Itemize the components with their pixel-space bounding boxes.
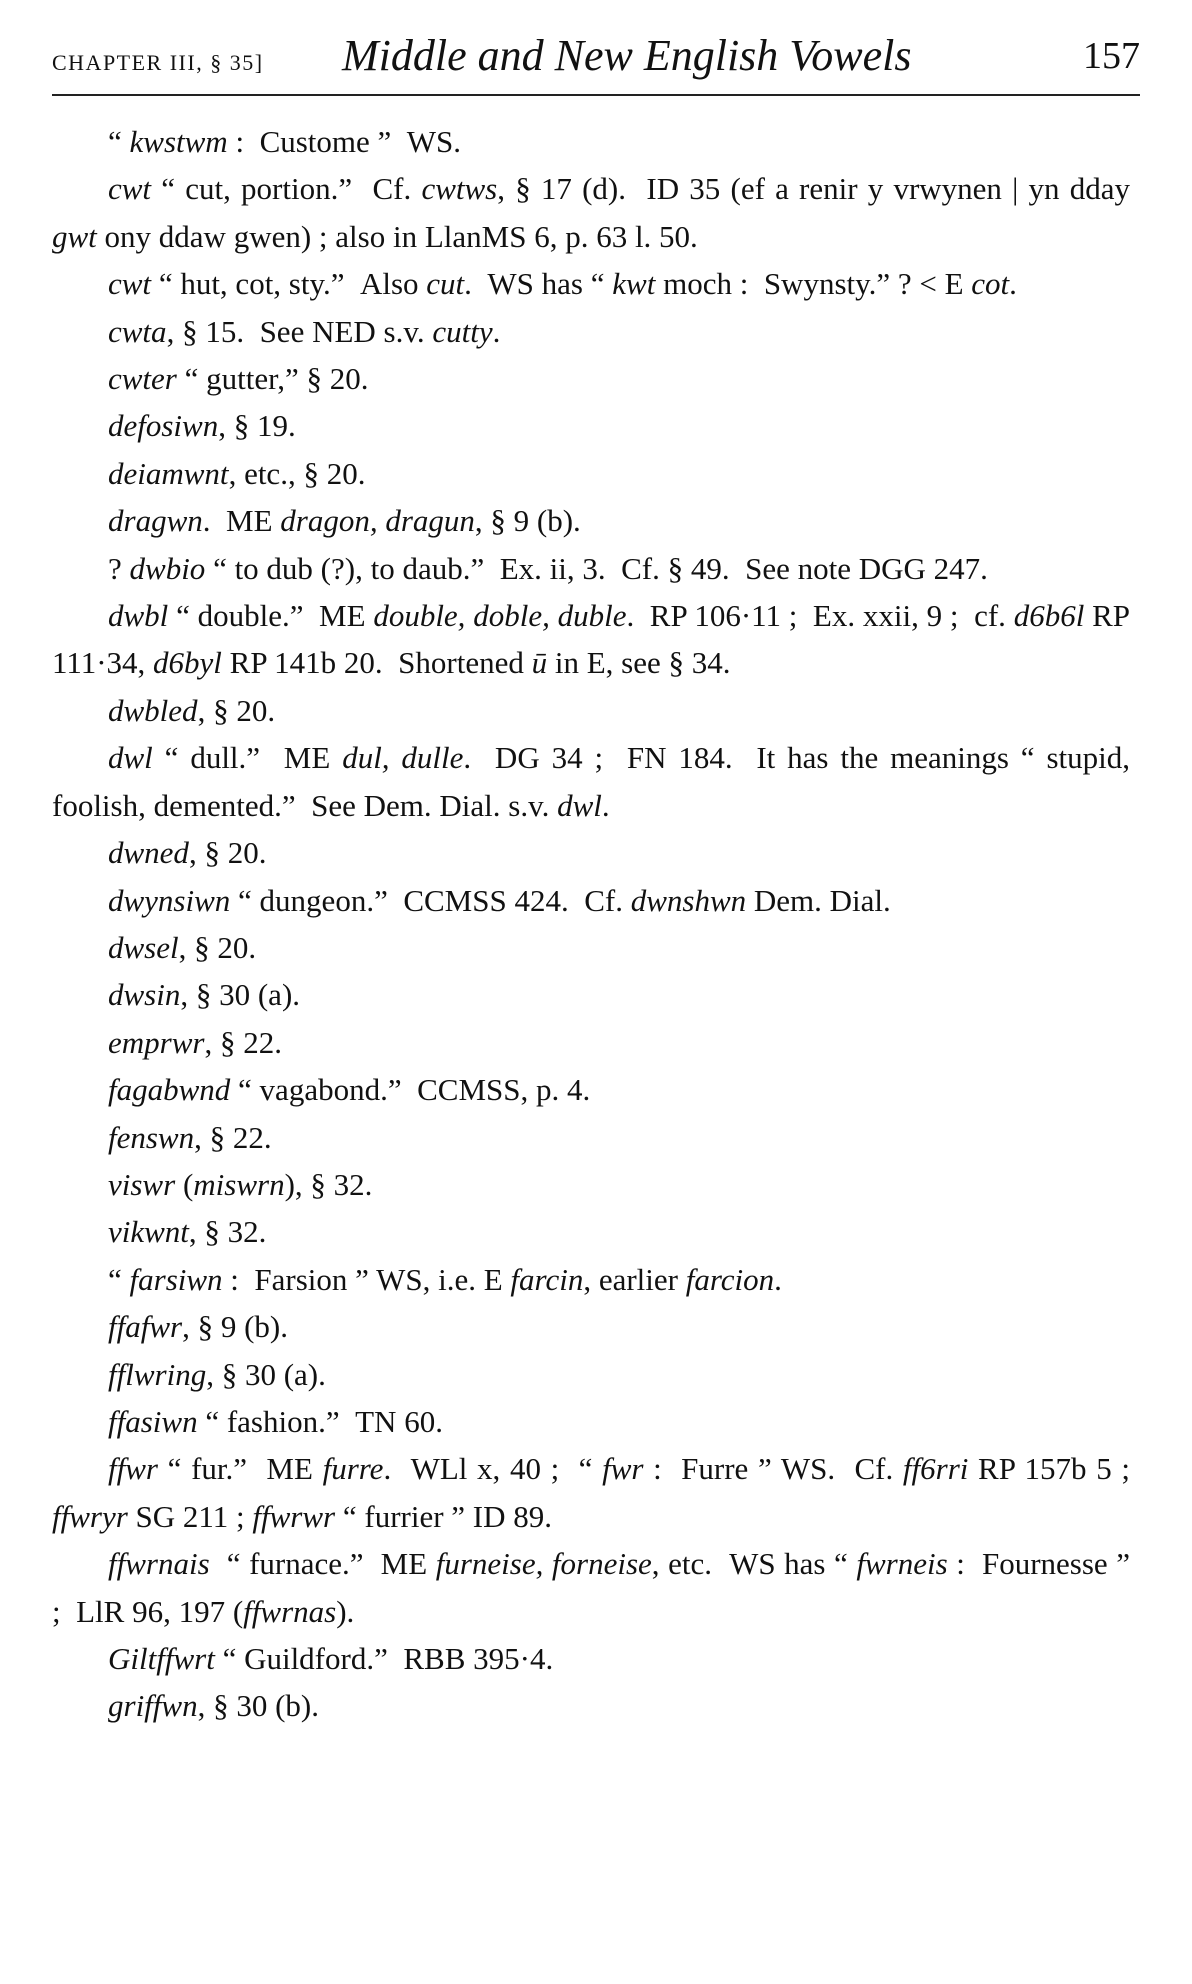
glossary-entry: ffafwr, § 9 (b). — [108, 1309, 288, 1345]
glossary-entry: ffwrnais “ furnace.” ME furneise, forneise, etc. WS has “ fwrneis : Fournesse ” ; LlR 96, 197 (ffwrnas). — [52, 1546, 1130, 1629]
glossary-entry: Giltffwrt “ Guildford.” RBB 395·4. — [108, 1641, 554, 1676]
header-rule — [52, 94, 1140, 96]
glossary-entry: “ kwstwm : Custome ” WS. — [108, 124, 462, 159]
glossary-entry: dwbled, § 20. — [108, 692, 276, 728]
glossary-entry: dwsel, § 20. — [108, 929, 257, 965]
glossary-entry: fagabwnd “ vagabond.” CCMSS, p. 4. — [108, 1072, 591, 1108]
glossary-entry: cwt “ hut, cot, sty.” Also cut. WS has “ kwt moch : Swynsty.” ? < E cot. — [108, 266, 1017, 302]
glossary-entry: cwt “ cut, portion.” Cf. cwtws, § 17 (d). ID 35 (ef a renir y vrwynen | yn dday gwt ony ddaw gwen) ; also in LlanMS 6, p. 63 l. 50. — [52, 171, 1130, 254]
glossary-entry: fflwring, § 30 (a). — [108, 1356, 326, 1392]
glossary-entry: dwned, § 20. — [108, 835, 267, 871]
glossary-entry: ffasiwn “ fashion.” TN 60. — [108, 1403, 443, 1439]
glossary-entry: griffwn, § 30 (b). — [108, 1688, 319, 1724]
running-header — [52, 28, 1140, 88]
glossary-entry: viswr (miswrn), § 32. — [108, 1166, 373, 1202]
glossary-entry: ? dwbio “ to dub (?), to daub.” Ex. ii, 3. Cf. § 49. See note DGG 247. — [108, 550, 988, 586]
glossary-entry: dwbl “ double.” ME double, doble, duble. RP 106·11 ; Ex. xxii, 9 ; cf. d6b6l RP 111·34, d6byl RP 141b 20. Shortened ū in E, see § 34. — [52, 598, 1131, 681]
glossary-entry: ffwr “ fur.” ME furre. WLl x, 40 ; “ fwr : Furre ” WS. Cf. ff6rri RP 157b 5 ; ffwryr SG 211 ; ffwrwr “ furrier ” ID 89. — [52, 1451, 1130, 1534]
glossary-entry: defosiwn, § 19. — [108, 408, 296, 444]
page-number: 157 — [1083, 35, 1140, 77]
glossary-entry: fenswn, § 22. — [108, 1119, 272, 1155]
glossary-entry: cwta, § 15. See NED s.v. cutty. — [108, 313, 501, 349]
glossary-entries — [52, 118, 1130, 1730]
chapter-reference: CHAPTER III, § 35] — [52, 50, 264, 75]
running-title: Middle and New English Vowels — [342, 31, 912, 80]
glossary-entry: dwsin, § 30 (a). — [108, 977, 301, 1013]
glossary-entry: dwynsiwn “ dungeon.” CCMSS 424. Cf. dwnshwn Dem. Dial. — [108, 882, 891, 918]
glossary-entry: dwl “ dull.” ME dul, dulle. DG 34 ; FN 184. It has the meanings “ stupid, foolish, demented.” See Dem. Dial. s.v. dwl. — [52, 740, 1130, 823]
glossary-entry: cwter “ gutter,” § 20. — [108, 361, 369, 397]
glossary-entry: vikwnt, § 32. — [108, 1214, 267, 1250]
glossary-entry: emprwr, § 22. — [108, 1024, 282, 1060]
glossary-entry: dragwn. ME dragon, dragun, § 9 (b). — [108, 503, 581, 539]
glossary-entry: “ farsiwn : Farsion ” WS, i.e. E farcin, earlier farcion. — [108, 1261, 782, 1297]
glossary-entry: deiamwnt, etc., § 20. — [108, 455, 366, 491]
